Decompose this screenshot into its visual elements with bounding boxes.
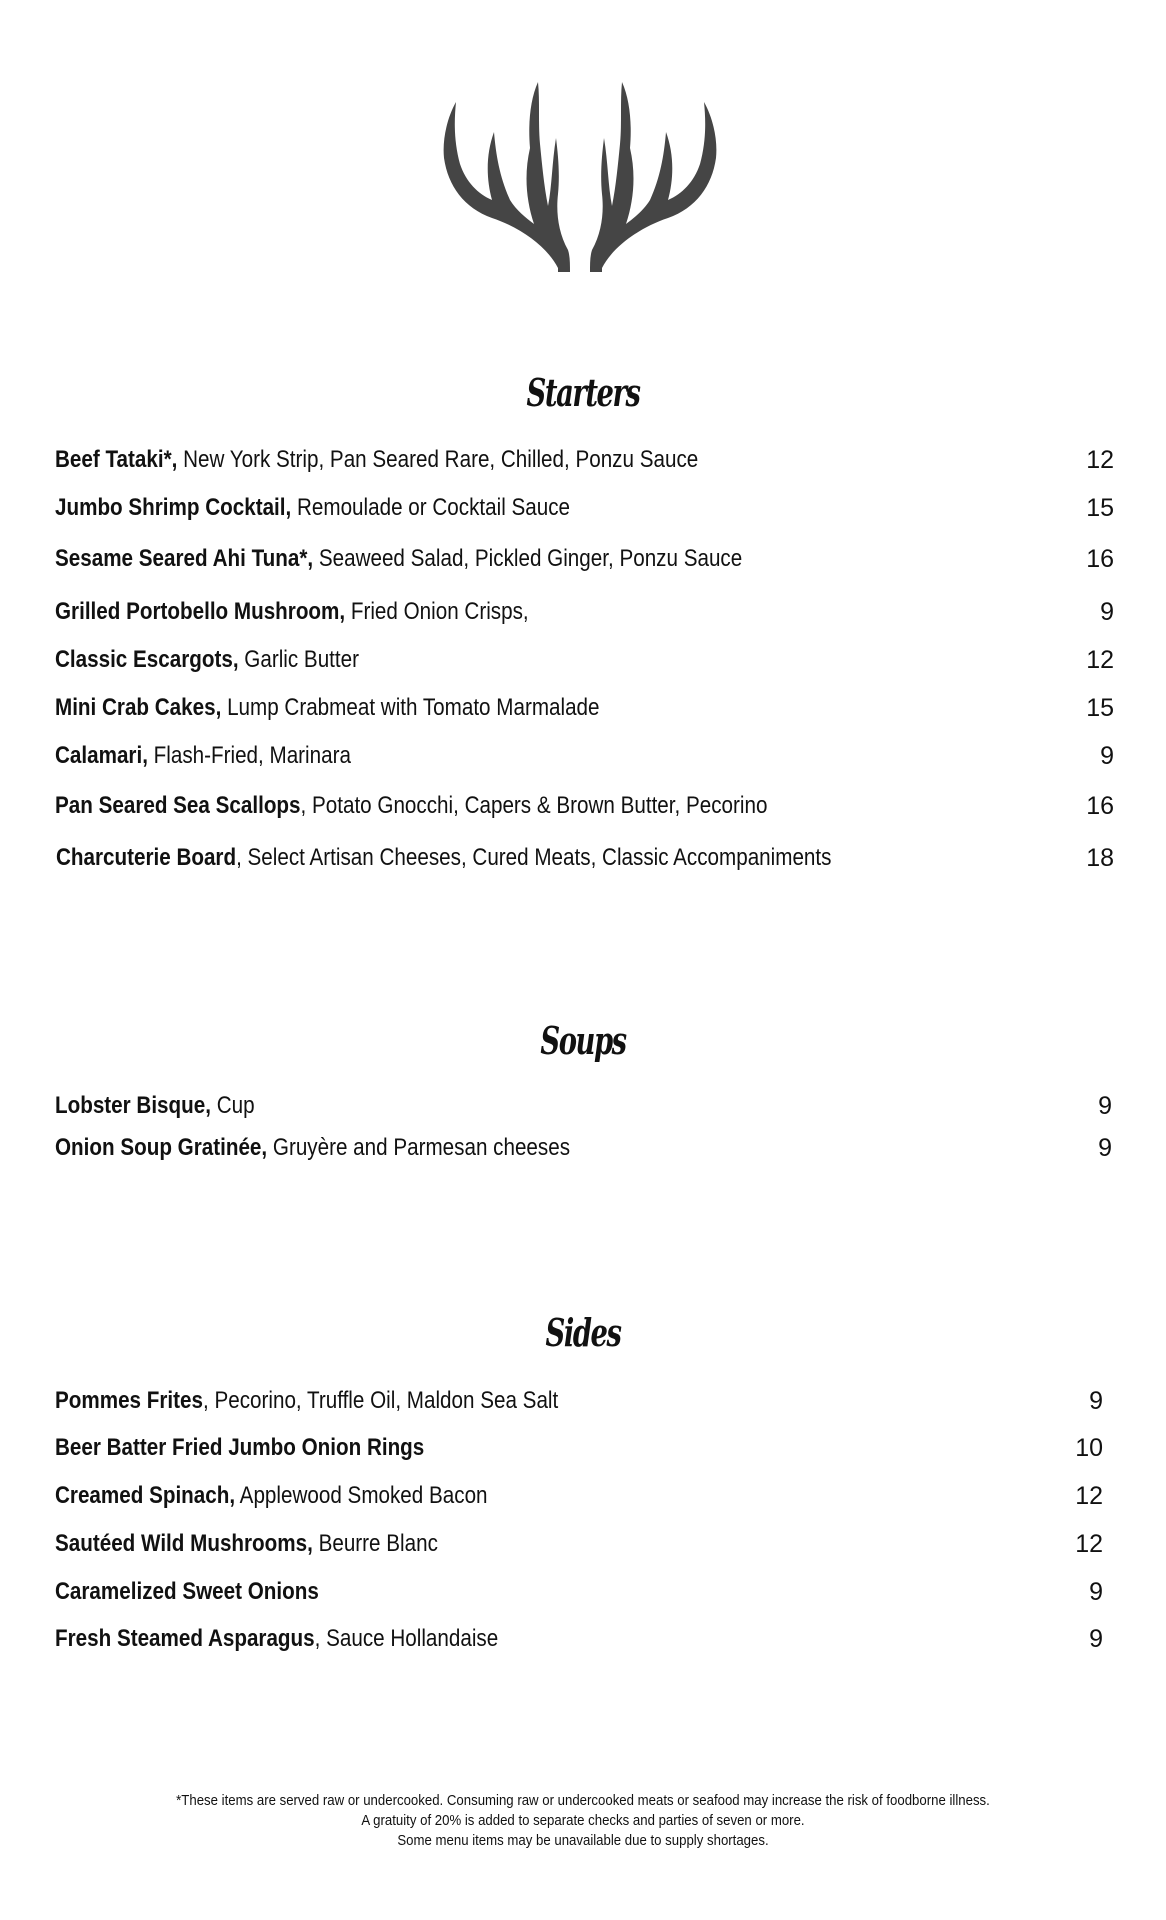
menu-item	[55, 1384, 558, 1418]
item-name: Calamari,	[55, 742, 148, 769]
item-name: Pommes Frites	[55, 1387, 203, 1414]
item-name: Fresh Steamed Asparagus	[55, 1625, 315, 1652]
item-name: Onion Soup Gratinée,	[55, 1134, 268, 1161]
menu-item	[55, 542, 742, 576]
item-name: Lobster Bisque,	[55, 1092, 211, 1119]
item-description: , Pecorino, Truffle Oil, Maldon Sea Salt	[202, 1387, 559, 1414]
availability-note: Some menu items may be unavailable due to supply shortages.	[397, 1832, 769, 1849]
item-name: Charcuterie Board	[56, 844, 237, 871]
item-description: , Potato Gnocchi, Capers & Brown Butter, Pecorino	[300, 792, 768, 819]
item-price: 9	[1098, 1092, 1112, 1120]
gratuity-note: A gratuity of 20% is added to separate checks and parties of seven or more.	[361, 1812, 805, 1829]
item-name: Classic Escargots,	[55, 646, 239, 673]
item-name: Grilled Portobello Mushroom,	[55, 598, 346, 625]
item-description: Fried Onion Crisps,	[345, 598, 529, 625]
item-price: 12	[1086, 646, 1114, 674]
item-name: Beef Tataki*,	[55, 446, 178, 473]
starters-title: Starters	[526, 370, 640, 415]
item-description: Seaweed Salad, Pickled Ginger, Ponzu Sauce	[313, 545, 743, 572]
item-price: 9	[1098, 1134, 1112, 1162]
item-description: Remoulade or Cocktail Sauce	[291, 494, 571, 521]
menu-item	[55, 1622, 498, 1656]
menu-item	[55, 491, 570, 525]
menu-item	[55, 595, 529, 629]
item-price: 16	[1086, 545, 1114, 573]
item-price: 15	[1086, 694, 1114, 722]
menu-item	[55, 443, 698, 477]
item-description: Gruyère and Parmesan cheeses	[267, 1134, 571, 1161]
raw-food-disclaimer: *These items are served raw or undercooked. Consuming raw or undercooked meats or seafood may increase the risk of foodborne illness.	[176, 1792, 990, 1809]
item-price: 9	[1100, 742, 1114, 770]
item-price: 9	[1089, 1625, 1103, 1653]
item-price: 16	[1086, 792, 1114, 820]
item-description: Lump Crabmeat with Tomato Marmalade	[221, 694, 600, 721]
item-price: 12	[1075, 1530, 1103, 1558]
menu-item	[55, 1479, 488, 1513]
item-price: 12	[1086, 446, 1114, 474]
menu-item	[55, 1575, 319, 1609]
menu-item	[55, 739, 351, 773]
item-price: 9	[1089, 1578, 1103, 1606]
menu-item	[55, 1089, 255, 1123]
menu-item	[56, 841, 831, 875]
item-price: 15	[1086, 494, 1114, 522]
item-price: 10	[1075, 1434, 1103, 1462]
item-name: Sesame Seared Ahi Tuna*,	[55, 545, 314, 572]
item-price: 18	[1086, 844, 1114, 872]
item-name: Pan Seared Sea Scallops	[55, 792, 301, 819]
footer-notes	[0, 1791, 1166, 1851]
antlers-logo	[430, 78, 730, 274]
item-name: Creamed Spinach,	[55, 1482, 236, 1509]
item-description: , Select Artisan Cheeses, Cured Meats, Classic Accompaniments	[236, 844, 832, 871]
item-price: 12	[1075, 1482, 1103, 1510]
item-name: Sautéed Wild Mushrooms,	[55, 1530, 313, 1557]
item-name: Beer Batter Fried Jumbo Onion Rings	[55, 1434, 425, 1461]
item-name: Mini Crab Cakes,	[55, 694, 222, 721]
item-price: 9	[1100, 598, 1114, 626]
item-description: , Sauce Hollandaise	[314, 1625, 499, 1652]
menu-item	[55, 1131, 570, 1165]
item-description: Beurre Blanc	[312, 1530, 438, 1557]
item-name: Jumbo Shrimp Cocktail,	[55, 494, 292, 521]
menu-item	[55, 691, 600, 725]
item-description: Cup	[210, 1092, 255, 1119]
menu-item	[55, 1431, 424, 1465]
item-description: New York Strip, Pan Seared Rare, Chilled, Ponzu Sauce	[177, 446, 699, 473]
item-description: Garlic Butter	[238, 646, 360, 673]
menu-item	[55, 1527, 438, 1561]
menu-item	[55, 643, 359, 677]
sides-title: Sides	[545, 1310, 621, 1355]
soups-title: Soups	[540, 1018, 626, 1063]
item-description: Applewood Smoked Bacon	[235, 1482, 488, 1509]
item-description: Flash-Fried, Marinara	[147, 742, 351, 769]
item-name: Caramelized Sweet Onions	[55, 1578, 319, 1605]
menu-item	[55, 789, 767, 823]
item-price: 9	[1089, 1387, 1103, 1415]
